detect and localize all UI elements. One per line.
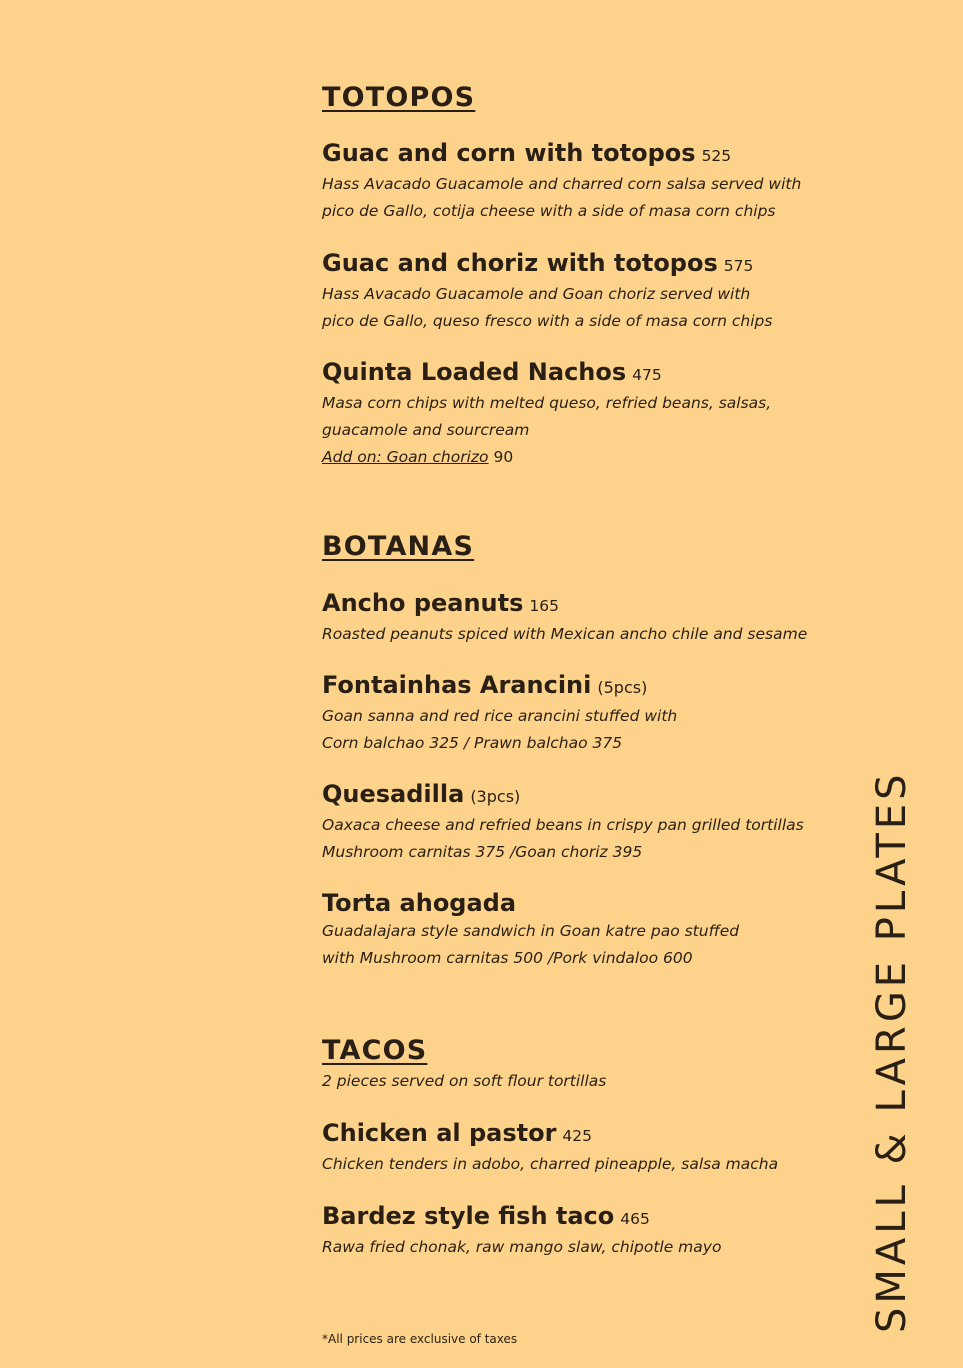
item-header	[322, 138, 801, 171]
item-price: 465	[620, 1210, 650, 1228]
menu-item	[322, 670, 677, 757]
section-tacos	[322, 1035, 427, 1067]
item-description-line: Masa corn chips with melted queso, refried beans, salsas,	[322, 394, 772, 412]
menu-item	[322, 888, 739, 972]
item-description-line: Oaxaca cheese and refried beans in crispy pan grilled tortillas	[322, 816, 804, 834]
item-addon	[322, 444, 771, 471]
menu-item	[322, 1118, 778, 1178]
item-description-line: Chicken tenders in adobo, charred pineapple, salsa macha	[322, 1155, 779, 1173]
item-header	[322, 1201, 721, 1234]
item-name: Quinta Loaded Nachos	[322, 358, 627, 386]
section-title: BOTANAS	[322, 531, 475, 562]
item-description-line: pico de Gallo, cotija cheese with a side of masa corn chips	[322, 202, 776, 220]
tax-footnote: *All prices are exclusive of taxes	[322, 1332, 518, 1346]
item-name: Bardez style fish taco	[322, 1202, 615, 1230]
item-name: Torta ahogada	[322, 889, 517, 917]
addon-label: Add on: Goan chorizo	[322, 448, 489, 466]
item-name: Fontainhas Arancini	[322, 671, 592, 699]
menu-item	[322, 588, 807, 648]
item-description-line: Corn balchao 325 / Prawn balchao 375	[322, 734, 623, 752]
item-header	[322, 1118, 778, 1151]
item-description-line: pico de Gallo, queso fresco with a side of masa corn chips	[322, 312, 773, 330]
item-header	[322, 888, 739, 918]
item-name: Guac and choriz with totopos	[322, 249, 718, 277]
item-description-line: with Mushroom carnitas 500 /Pork vindaloo 600	[322, 949, 693, 967]
menu-item	[322, 357, 771, 471]
item-name: Ancho peanuts	[322, 589, 524, 617]
item-price: 575	[723, 257, 754, 275]
item-description-line: Hass Avacado Guacamole and Goan choriz served with	[322, 285, 751, 303]
item-header	[322, 779, 804, 812]
item-name: Guac and corn with totopos	[322, 139, 696, 167]
side-title: SMALL & LARGE PLATES	[869, 770, 915, 1333]
item-description-line: guacamole and sourcream	[322, 421, 530, 439]
menu-item	[322, 779, 804, 866]
menu-item	[322, 248, 772, 335]
section-title: TOTOPOS	[322, 82, 476, 113]
item-quantity: (3pcs)	[470, 787, 521, 806]
item-description-line: Mushroom carnitas 375 /Goan choriz 395	[322, 843, 643, 861]
item-price: 165	[529, 597, 559, 615]
item-description-line: Goan sanna and red rice arancini stuffed with	[322, 707, 678, 725]
section-description: 2 pieces served on soft flour tortillas	[322, 1072, 607, 1090]
section-totopos	[322, 82, 475, 114]
item-header	[322, 670, 677, 703]
addon-price: 90	[493, 448, 514, 466]
item-description-line: Roasted peanuts spiced with Mexican ancho chile and sesame	[322, 625, 808, 643]
item-description-line: Hass Avacado Guacamole and charred corn salsa served with	[322, 175, 802, 193]
section-title: TACOS	[322, 1035, 428, 1066]
item-header	[322, 248, 772, 281]
item-header	[322, 588, 807, 621]
item-header	[322, 357, 771, 390]
item-description-line: Guadalajara style sandwich in Goan katre pao stuffed	[322, 922, 740, 940]
menu-item	[322, 138, 801, 225]
item-description-line: Rawa fried chonak, raw mango slaw, chipotle mayo	[322, 1238, 722, 1256]
item-quantity: (5pcs)	[597, 678, 648, 697]
section-botanas	[322, 531, 474, 563]
item-price: 525	[701, 147, 732, 165]
item-name: Quesadilla	[322, 780, 465, 808]
item-name: Chicken al pastor	[322, 1119, 557, 1147]
item-price: 475	[632, 366, 662, 384]
menu-item	[322, 1201, 721, 1261]
item-price: 425	[562, 1127, 593, 1145]
